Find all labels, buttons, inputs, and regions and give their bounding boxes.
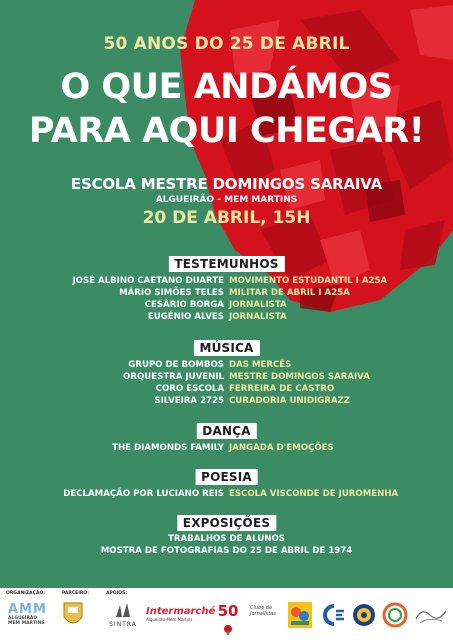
- row-performer: SILVEIRA 2725: [154, 396, 224, 406]
- script-logo-icon: [414, 605, 448, 625]
- sintra-logo-text: SINTRA: [109, 621, 137, 628]
- exposicao-item: TRABALHOS DE ALUNOS: [168, 534, 285, 544]
- fifty-logo-text: 50: [217, 602, 239, 620]
- apoios-label: APOIOS:: [106, 591, 128, 596]
- row-performer: CORO ESCOLA: [155, 384, 224, 394]
- intermarche-logo-text: Intermarché: [146, 606, 216, 617]
- carnation-small-icon: [221, 625, 235, 635]
- anniversary-heading: 50 ANOS DO 25 DE ABRIL: [103, 34, 350, 54]
- testemunho-row: [0, 311, 453, 323]
- row-origin: CURADORIA UNIDIGRAZZ: [229, 396, 350, 406]
- ce-logo-icon: [320, 603, 346, 627]
- row-role: MOVIMENTO ESTUDANTIL I A25A: [229, 276, 388, 286]
- ring-logo-icon: [382, 602, 408, 628]
- exposicao-item: MOSTRA DE FOTOGRAFIAS DO 25 DE ABRIL DE 1974: [100, 546, 353, 556]
- amm-logo-caption: ALGUEIRÃO MEM MARTINS: [8, 616, 45, 626]
- row-role: JORNALISTA: [229, 312, 287, 322]
- event-title-line-1: O QUE ANDÁMOS: [60, 67, 393, 107]
- row-performer: ORQUESTRA JUVENIL: [123, 372, 224, 382]
- event-title-line-2: PARA AQUI CHEGAR!: [28, 111, 425, 151]
- intermarche-logo: [146, 606, 216, 622]
- intermarche-caption: Algueirão-Mem Martins: [146, 617, 193, 622]
- organizacao-label: ORGANIZAÇÃO:: [6, 591, 46, 596]
- venue-location: ALGUEIRÃO - MEM MARTINS: [155, 195, 298, 205]
- musica-row: [0, 371, 453, 383]
- row-origin: FERREIRA DE CASTRO: [229, 384, 335, 394]
- amm-logo-mark: AMM: [8, 602, 47, 617]
- clube-jornalistas-logo: Clube de Jornalistas: [250, 605, 276, 617]
- poesia-row: [0, 488, 453, 500]
- venue-name: ESCOLA MESTRE DOMINGOS SARAIVA: [70, 175, 383, 193]
- musica-row: [0, 383, 453, 395]
- row-name: JOSÉ ALBINO CAETANO DUARTE: [72, 276, 224, 286]
- row-role: MILITAR DE ABRIL I A25A: [229, 288, 350, 298]
- row-performer: DECLAMAÇÃO POR LUCIANO REIS: [63, 489, 224, 499]
- ducks-icon: [288, 602, 312, 628]
- row-performer: THE DIAMONDS FAMILY: [112, 443, 224, 453]
- row-origin: DAS MERCÊS: [229, 360, 292, 370]
- musica-row: [0, 359, 453, 371]
- testemunho-row: [0, 287, 453, 299]
- section-heading-musica: MÚSICA: [193, 340, 259, 356]
- testemunho-row: [0, 299, 453, 311]
- ducks-logo: [288, 602, 312, 628]
- fifty-years-logo: [214, 602, 242, 639]
- event-date: 20 DE ABRIL, 15H: [142, 208, 311, 228]
- sintra-logo: [106, 602, 140, 628]
- row-origin: JANGADA D'EMOÇÕES: [229, 443, 334, 453]
- section-heading-exposicoes: EXPOSIÇÕES: [177, 515, 276, 531]
- danca-row: [0, 442, 453, 454]
- testemunho-row: [0, 275, 453, 287]
- row-name: MÁRIO SIMÕES TELES: [119, 288, 224, 298]
- row-performer: GRUPO DE BOMBOS: [128, 360, 224, 370]
- parceiro-label: PARCEIRO:: [62, 591, 89, 596]
- amm-logo: [8, 602, 48, 627]
- row-role: JORNALISTA: [229, 300, 287, 310]
- section-heading-testemunhos: TESTEMUNHOS: [168, 256, 284, 272]
- sponsors-footer: [0, 588, 453, 640]
- section-heading-poesia: POESIA: [195, 469, 258, 485]
- seal-logo-icon: [352, 602, 376, 628]
- row-name: EUGÉNIO ALVES: [147, 312, 224, 322]
- section-heading-danca: DANÇA: [196, 423, 256, 439]
- school-crest-icon: [62, 601, 84, 629]
- musica-row: [0, 395, 453, 407]
- row-origin: ESCOLA VISCONDE DE JUROMENHA: [229, 489, 399, 499]
- row-name: CESÁRIO BORGA: [144, 300, 224, 310]
- row-origin: MESTRE DOMINGOS SARAIVA: [229, 372, 370, 382]
- sintra-tower-icon: [112, 603, 134, 617]
